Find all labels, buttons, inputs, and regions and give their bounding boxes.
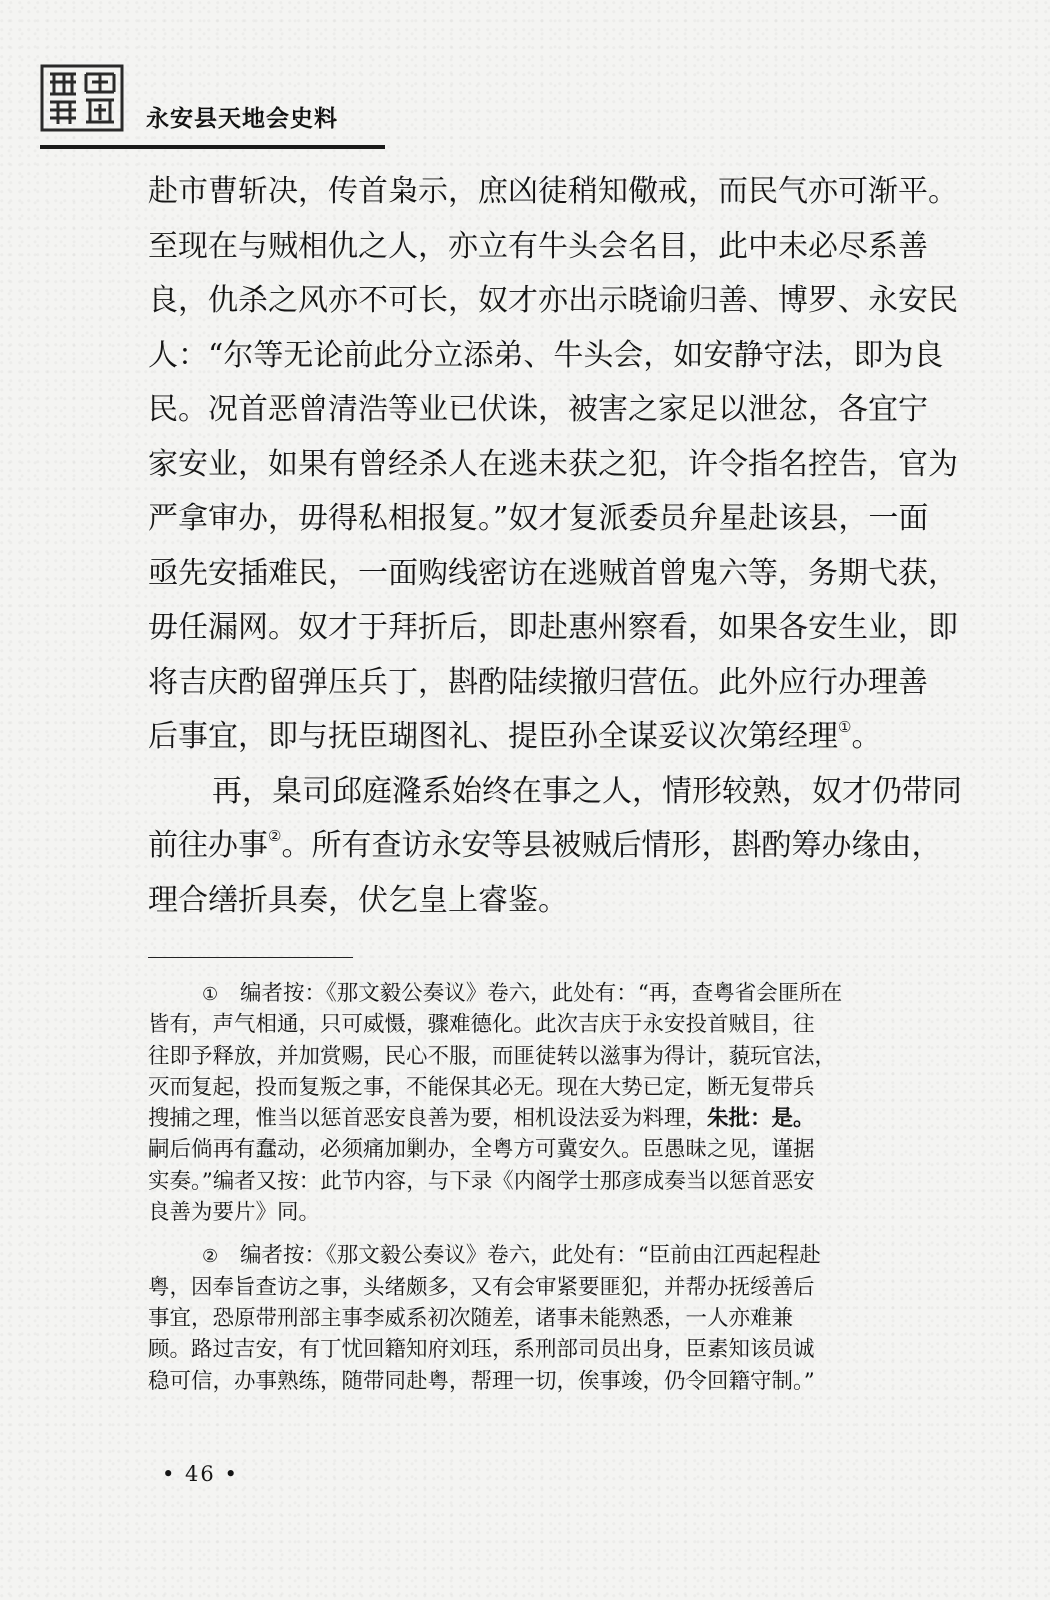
body-line: 民。况首恶曾清浩等业已伏诛，被害之家足以泄忿，各宜宁 [148, 392, 928, 427]
footnote-gap [148, 1228, 976, 1240]
footnote-line: 事宜，恐原带刑部主事李威系初次随差，诸事未能熟悉，一人亦难兼 [148, 1305, 794, 1331]
body-line-end: 。所有查访永安等县被贼后情形，斟酌筹办缘由， [281, 828, 942, 863]
body-line: 毋任漏网。奴才于拜折后，即赴惠州察看，如果各安生业，即 [148, 610, 958, 645]
footnote-1-number: ① [202, 984, 219, 1005]
body-line-text: 后事宜，即与抚臣瑚图礼、提臣孙全谋妥议次第经理 [148, 719, 838, 754]
paragraph-line: 再，臬司邱庭漋系始终在事之人，情形较熟，奴才仍带同 [212, 773, 962, 809]
footnote-line: 稳可信，办事熟练，随带同赴粤，帮理一切，俟事竣，仍令回籍守制。” [148, 1368, 815, 1394]
footnote-line: 灭而复起，投而复叛之事，不能保其必无。现在大势已定，断无复带兵 [148, 1074, 815, 1100]
body-line: 良，仇杀之风亦不可长，奴才亦出示晓谕归善、博罗、永安民 [148, 283, 958, 318]
main-text [148, 165, 976, 928]
footnote-2-number: ② [202, 1246, 219, 1268]
footnote-1-first-line [148, 978, 976, 1009]
footnote-line: 皆有，声气相通，只可威慑，骤难德化。此次吉庆于永安投首贼目，往 [148, 1012, 815, 1038]
footnote-line: 实奏。”编者又按：此节内容，与下录《内阁学士那彦成奏当以惩首恶安 [148, 1168, 815, 1194]
body-line-end: 。 [851, 719, 882, 754]
footnotes [148, 978, 976, 1397]
footnote-text: 搜捕之理，惟当以惩首恶安良善为要，相机设法妥为料理， [148, 1106, 708, 1132]
body-line: 严拿审办，毋得私相报复。”奴才复派委员弁星赴该县，一面 [148, 501, 929, 536]
footnote-separator [148, 957, 353, 958]
body-line: 赴市曹斩决，传首枭示，庶凶徒稍知儆戒，而民气亦可渐平。 [148, 174, 958, 209]
footnote-line: 粤，因奉旨查访之事，头绪颇多，又有会审紧要匪犯，并帮办抚绥善后 [148, 1274, 815, 1300]
body-line: 亟先安插难民，一面购线密访在逃贼首曾鬼六等，务期弋获， [148, 555, 958, 591]
body-line: 人：“尔等无论前此分立添弟、牛头会，如安静守法，即为良 [148, 337, 944, 373]
body-line: 理合缮折具奏，伏乞皇上睿鉴。 [148, 882, 568, 918]
footnote-text: 编者按：《那文毅公奏议》卷六，此处有：“臣前由江西起程赴 [240, 1243, 821, 1269]
footnote-2-first-line [148, 1240, 976, 1271]
body-line [148, 710, 976, 765]
footnote-line [148, 1103, 976, 1134]
header-rule [40, 145, 385, 149]
footnote-line: 往即予释放，并加赏赐，民心不服，而匪徒转以滋事为得计，藐玩官法， [148, 1043, 837, 1069]
running-header-title: 永安县天地会史料 [146, 106, 338, 132]
body-line [148, 819, 976, 874]
logo-seal [40, 64, 124, 132]
body-line: 至现在与贼相仇之人，亦立有牛头会名目，此中未必尽系善 [148, 228, 928, 264]
page-number: • 46 • [162, 1462, 239, 1486]
footnote-line: 顾。路过吉安，有丁忧回籍知府刘珏，系刑部司员出身，臣素知该员诚 [148, 1337, 815, 1363]
body-line: 将吉庆酌留弹压兵丁，斟酌陆续撤归营伍。此外应行办理善 [148, 664, 928, 700]
footnote-ref-1: ① [838, 718, 852, 736]
body-line-text: 前往办事 [148, 828, 268, 863]
body-line: 家安业，如果有曾经杀人在逃未获之犯，许令指名控告，官为 [148, 446, 958, 482]
footnote-line: 嗣后倘再有蠢动，必须痛加剿办，全粤方可冀安久。臣愚昧之见，谨据 [148, 1137, 815, 1163]
footnote-ref-2: ② [268, 827, 282, 845]
imperial-rescript: 朱批：是。 [707, 1106, 815, 1132]
footnote-text: 编者按：《那文毅公奏议》卷六，此处有：“再，查粤省会匪所在 [240, 981, 843, 1006]
footnote-line: 良善为要片》同。 [148, 1200, 321, 1226]
